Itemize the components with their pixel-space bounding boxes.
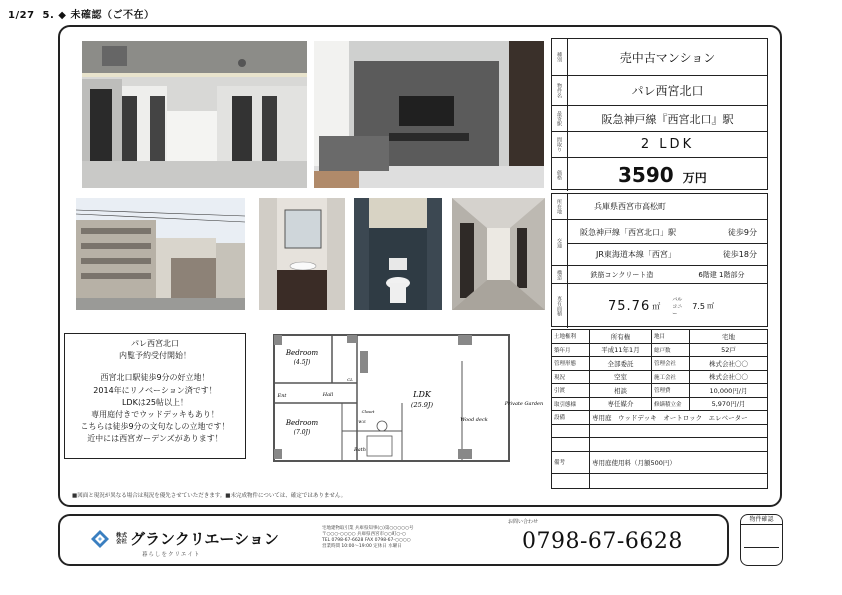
desc-line: こちらは徒歩9分の文句なしの立地です！ bbox=[80, 422, 230, 432]
disclaimer-note: ■図面と現況が異なる場合は現況を優先させていただきます。■未完成物件については、確定ではありません。 bbox=[72, 493, 347, 499]
location-box bbox=[551, 193, 768, 327]
access-row bbox=[552, 220, 767, 266]
balcony-unit: ㎡ bbox=[706, 302, 714, 310]
type-label: 種別 bbox=[552, 39, 568, 75]
area-label: 専有面積 bbox=[552, 284, 568, 328]
company-tagline: 暮らしをクリエイト bbox=[142, 552, 201, 558]
summary-box bbox=[551, 38, 768, 190]
layout-label: 間取り bbox=[552, 132, 568, 157]
bedroom1-size: (4.5J) bbox=[293, 359, 311, 366]
desc-line: 西宮北口駅徒歩9分の好立地！ bbox=[100, 373, 210, 383]
photo-kitchen bbox=[82, 41, 307, 188]
floor-info: 6階建 1階部分 bbox=[698, 270, 745, 279]
status-mark: ◆ bbox=[58, 10, 67, 21]
address-label: 所在地 bbox=[552, 194, 568, 219]
description-box bbox=[64, 333, 246, 459]
details-row: 取引態様 専任媒介 修繕積立金 5,970円/月 bbox=[552, 398, 767, 412]
desc-line: 2014年にリノベーション済です！ bbox=[93, 385, 217, 395]
station-label: 最寄駅 bbox=[552, 106, 568, 131]
photo-hallway bbox=[452, 198, 545, 310]
bedroom2-label: Bedroom bbox=[285, 419, 319, 427]
price-unit: 万円 bbox=[682, 170, 707, 185]
access1-line: 阪急神戸線「西宮北口」駅 bbox=[580, 228, 676, 237]
photo-washroom bbox=[259, 198, 345, 310]
tel-label: お問い合わせ bbox=[508, 519, 539, 525]
desc-line: LDKは25帖以上！ bbox=[121, 397, 189, 407]
blank-row bbox=[552, 474, 767, 488]
access2-line: JR東海道本線「西宮」 bbox=[596, 250, 676, 259]
ws-label: W.S bbox=[358, 419, 366, 424]
company-prefix: 株式 会社 bbox=[116, 532, 128, 545]
photo-toilet bbox=[354, 198, 442, 310]
ldk-size: (25.9J) bbox=[410, 401, 434, 409]
access2-walk: 徒歩18分 bbox=[722, 250, 757, 259]
page-header bbox=[8, 6, 158, 21]
structure-type: 鉄筋コンクリート造 bbox=[590, 270, 654, 279]
price-row bbox=[552, 158, 767, 191]
company-name: グランクリエーション bbox=[130, 530, 279, 548]
desc-line: 専用庭付きでウッドデッキもあり！ bbox=[91, 410, 219, 420]
closet-label: Closet bbox=[361, 409, 375, 414]
details-row: 現況 空室 施工会社 株式会社〇〇 bbox=[552, 371, 767, 385]
station-row bbox=[552, 106, 767, 132]
item-index: 5. bbox=[42, 10, 55, 21]
area-unit: ㎡ bbox=[652, 301, 661, 311]
property-type: 売中古マンション bbox=[619, 50, 716, 65]
type-row bbox=[552, 39, 767, 76]
company-logo bbox=[90, 528, 279, 549]
structure-label: 構造 bbox=[552, 266, 568, 283]
status-text: 未確認（ご不在） bbox=[70, 10, 155, 21]
balcony-value: 7.5 bbox=[692, 301, 705, 311]
property-name: パレ西宮北口 bbox=[631, 84, 704, 98]
facilities-row: 設備 専用庭 ウッドデッキ オートロック エレベーター bbox=[552, 411, 767, 425]
logo-mark-icon bbox=[90, 529, 110, 549]
bedroom1-label: Bedroom bbox=[285, 349, 319, 357]
access1-walk: 徒歩9分 bbox=[727, 228, 757, 237]
company-license: 宅地建物取引業 兵庫県知事(○)第○○○○○号 〒○○○-○○○○ 兵庫県西宮市○○町○-○ TEL 0798-67-6628 FAX 0798-67-○○○○ 営業時間 10:00〜19:00 定休日 水曜日 bbox=[322, 526, 414, 549]
name-row bbox=[552, 76, 767, 106]
area-value: 75.76 bbox=[608, 298, 651, 314]
layout-row bbox=[552, 132, 767, 158]
ent-label: Ent bbox=[277, 393, 287, 399]
desc-line: パレ西宮北口 bbox=[131, 339, 179, 348]
wood-deck-label: Wood deck bbox=[460, 417, 488, 423]
name-label: 物件名 bbox=[552, 76, 568, 105]
structure-row bbox=[552, 266, 767, 284]
ldk-label: LDK bbox=[413, 390, 431, 399]
bath-label: Bath bbox=[354, 447, 366, 453]
confirmation-stamp-box bbox=[740, 514, 783, 566]
photo-exterior bbox=[76, 198, 245, 310]
desc-line: 内覧予約受付開始！ bbox=[119, 351, 191, 361]
stamp-label: 物件確認 bbox=[741, 515, 782, 525]
details-row: 引渡 相談 管理費 10,000円/月 bbox=[552, 384, 767, 398]
property-layout: 2 LDK bbox=[640, 137, 695, 152]
blank-row bbox=[552, 438, 767, 452]
property-station: 阪急神戸線『西宮北口』駅 bbox=[601, 112, 734, 126]
property-price: 3590 bbox=[618, 162, 674, 187]
garden-label: Private Garden bbox=[504, 401, 544, 407]
details-row: 築年月 平成11年1月 総戸数 52戸 bbox=[552, 344, 767, 358]
phone-number[interactable]: 0798-67-6628 bbox=[522, 529, 683, 554]
details-row: 土地権利 所有権 地目 宅地 bbox=[552, 330, 767, 344]
remarks-row: 備考 専用庭使用料（月額500円） bbox=[552, 452, 767, 474]
access-label: 交通 bbox=[552, 220, 568, 265]
company-footer bbox=[58, 514, 729, 566]
desc-line: 近中には西宮ガーデンズがあります！ bbox=[87, 434, 223, 444]
page-counter: 1/27 bbox=[8, 10, 35, 21]
bedroom2-size: (7.0J) bbox=[293, 429, 311, 436]
balcony-label: バルコニー bbox=[672, 296, 683, 317]
photo-living bbox=[314, 41, 544, 188]
desc-line bbox=[65, 362, 245, 372]
cl-label: CL bbox=[347, 377, 353, 382]
hall-label: Hall bbox=[322, 392, 334, 398]
price-label: 価格 bbox=[552, 158, 568, 191]
details-row: 管理形態 全部委託 管理会社 株式会社〇〇 bbox=[552, 357, 767, 371]
address-row bbox=[552, 194, 767, 220]
floor-plan bbox=[262, 331, 547, 465]
property-address: 兵庫県西宮市高松町 bbox=[594, 202, 666, 211]
blank-row bbox=[552, 425, 767, 439]
area-row bbox=[552, 284, 767, 328]
details-table bbox=[551, 329, 768, 489]
